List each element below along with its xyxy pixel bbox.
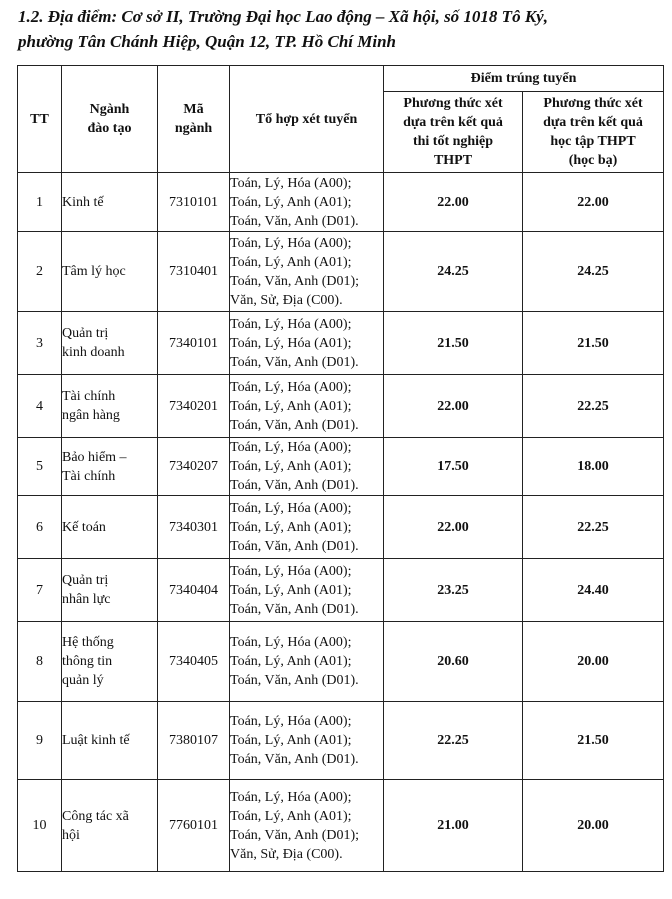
subject-combinations	[230, 780, 384, 872]
combination-line: Toán, Lý, Anh (A01);	[230, 654, 352, 669]
combination-line: Toán, Lý, Hóa (A00);	[230, 440, 352, 455]
combination-line: Toán, Lý, Anh (A01);	[230, 733, 352, 748]
major-name-line: kinh doanh	[62, 345, 125, 360]
subject-combinations	[230, 312, 384, 375]
combination-line: Toán, Lý, Hóa (A00);	[230, 714, 352, 729]
combination-line: Toán, Lý, Anh (A01);	[230, 459, 352, 474]
score-record: 22.00	[523, 173, 664, 232]
combination-line: Toán, Văn, Anh (D01).	[230, 601, 359, 617]
header-method-exam-line: Phương thức xét	[403, 96, 503, 111]
major-name-line: ngân hàng	[62, 408, 120, 423]
header-method-exam	[384, 92, 523, 173]
combination-line: Toán, Văn, Anh (D01).	[230, 354, 359, 370]
score-record: 20.00	[523, 622, 664, 702]
major-name-line: Tâm lý học	[62, 264, 126, 279]
combination-line: Toán, Văn, Anh (D01).	[230, 478, 359, 493]
admission-scores-table	[17, 65, 664, 872]
score-record: 20.00	[523, 780, 664, 872]
major-name	[62, 173, 158, 232]
major-name	[62, 559, 158, 622]
header-major-line: đào tạo	[87, 121, 132, 136]
subject-combinations	[230, 438, 384, 496]
table-row	[18, 622, 664, 702]
combination-line: Toán, Lý, Hóa (A00);	[230, 235, 352, 251]
header-method-record-line: dựa trên kết quả	[543, 115, 643, 130]
score-exam: 21.50	[384, 312, 523, 375]
subject-combinations	[230, 496, 384, 559]
major-code: 7760101	[158, 780, 230, 872]
table-row	[18, 312, 664, 375]
combination-line: Toán, Lý, Anh (A01);	[230, 398, 352, 414]
combination-line: Toán, Lý, Anh (A01);	[230, 519, 352, 535]
header-scores-group: Điểm trúng tuyển	[384, 66, 664, 92]
major-name	[62, 702, 158, 780]
score-record: 22.25	[523, 375, 664, 438]
subject-combinations	[230, 622, 384, 702]
major-name	[62, 438, 158, 496]
major-name-line: thông tin	[62, 654, 113, 669]
table-row	[18, 375, 664, 438]
major-name-line: Công tác xã	[62, 808, 129, 824]
major-name-line: hội	[62, 827, 80, 843]
major-name	[62, 622, 158, 702]
score-record: 24.40	[523, 559, 664, 622]
subject-combinations	[230, 702, 384, 780]
header-method-exam-line: THPT	[433, 153, 473, 168]
major-name	[62, 232, 158, 312]
table-row	[18, 232, 664, 312]
major-name-line: Quản trị	[62, 326, 109, 341]
row-number: 2	[18, 232, 62, 312]
combination-line: Toán, Văn, Anh (D01).	[230, 213, 359, 229]
header-code-line: Mã	[183, 102, 204, 117]
table-row	[18, 173, 664, 232]
major-code: 7380107	[158, 702, 230, 780]
combination-line: Toán, Lý, Hóa (A00);	[230, 500, 352, 516]
combination-line: Toán, Lý, Hóa (A01);	[230, 335, 352, 351]
major-code: 7310101	[158, 173, 230, 232]
row-number: 1	[18, 173, 62, 232]
header-method-record-line: (học bạ)	[568, 153, 618, 168]
combination-line: Toán, Lý, Anh (A01);	[230, 194, 352, 210]
major-name-line: Kinh tế	[62, 194, 104, 210]
score-record: 21.50	[523, 702, 664, 780]
heading-line-1: 1.2. Địa điểm: Cơ sở II, Trường Đại học Lao động – Xã hội, số 1018 Tô Ký,	[18, 7, 548, 26]
header-code-line: ngành	[174, 121, 213, 136]
major-name-line: nhân lực	[62, 592, 111, 607]
row-number: 9	[18, 702, 62, 780]
header-tt: TT	[18, 66, 62, 173]
score-exam: 22.25	[384, 702, 523, 780]
header-method-exam-line: thi tốt nghiệp	[412, 134, 494, 149]
row-number: 7	[18, 559, 62, 622]
combination-line: Toán, Văn, Anh (D01).	[230, 417, 359, 433]
combination-line: Toán, Lý, Hóa (A00);	[230, 563, 352, 579]
score-record: 21.50	[523, 312, 664, 375]
header-method-record	[523, 92, 664, 173]
subject-combinations	[230, 173, 384, 232]
table-row	[18, 438, 664, 496]
major-code: 7340207	[158, 438, 230, 496]
row-number: 8	[18, 622, 62, 702]
major-name-line: Tài chính	[62, 468, 116, 484]
table-row	[18, 780, 664, 872]
header-method-record-line: Phương thức xét	[543, 96, 643, 111]
major-code: 7340201	[158, 375, 230, 438]
major-code: 7310401	[158, 232, 230, 312]
combination-line: Toán, Văn, Anh (D01);	[230, 273, 360, 289]
section-heading	[18, 4, 666, 54]
score-exam: 20.60	[384, 622, 523, 702]
score-exam: 17.50	[384, 438, 523, 496]
major-name	[62, 780, 158, 872]
header-combos: Tổ hợp xét tuyển	[230, 66, 384, 173]
major-name-line: Bảo hiểm –	[62, 449, 127, 465]
subject-combinations	[230, 375, 384, 438]
table-row	[18, 702, 664, 780]
major-name	[62, 312, 158, 375]
table-body	[18, 173, 664, 872]
combination-line: Toán, Văn, Anh (D01).	[230, 538, 359, 554]
combination-line: Toán, Lý, Anh (A01);	[230, 254, 352, 270]
score-exam: 24.25	[384, 232, 523, 312]
combination-line: Văn, Sử, Địa (C00).	[230, 292, 343, 308]
header-method-record-line: học tập THPT	[550, 134, 636, 149]
combination-line: Toán, Văn, Anh (D01).	[230, 673, 359, 688]
major-name-line: Kế toán	[62, 519, 106, 535]
score-exam: 22.00	[384, 496, 523, 559]
major-name-line: quản lý	[62, 673, 104, 688]
combination-line: Toán, Lý, Anh (A01);	[230, 808, 352, 824]
table-row	[18, 559, 664, 622]
combination-line: Toán, Lý, Hóa (A00);	[230, 789, 352, 805]
combination-line: Toán, Văn, Anh (D01);	[230, 827, 360, 843]
row-number: 4	[18, 375, 62, 438]
score-exam: 22.00	[384, 375, 523, 438]
major-name-line: Luật kinh tế	[62, 733, 130, 748]
combination-line: Toán, Lý, Hóa (A00);	[230, 316, 352, 332]
combination-line: Toán, Văn, Anh (D01).	[230, 752, 359, 767]
combination-line: Toán, Lý, Hóa (A00);	[230, 379, 352, 395]
header-major-line: Ngành	[89, 102, 130, 117]
major-name-line: Tài chính	[62, 389, 116, 404]
major-code: 7340405	[158, 622, 230, 702]
heading-line-2: phường Tân Chánh Hiệp, Quận 12, TP. Hồ Chí Minh	[18, 32, 397, 51]
subject-combinations	[230, 559, 384, 622]
row-number: 3	[18, 312, 62, 375]
row-number: 10	[18, 780, 62, 872]
score-exam: 23.25	[384, 559, 523, 622]
major-code: 7340404	[158, 559, 230, 622]
major-name-line: Hệ thống	[62, 635, 114, 650]
row-number: 5	[18, 438, 62, 496]
score-exam: 21.00	[384, 780, 523, 872]
major-code: 7340101	[158, 312, 230, 375]
header-code	[158, 66, 230, 173]
score-record: 18.00	[523, 438, 664, 496]
major-name-line: Quản trị	[62, 573, 109, 588]
row-number: 6	[18, 496, 62, 559]
combination-line: Văn, Sử, Địa (C00).	[230, 846, 343, 862]
score-record: 22.25	[523, 496, 664, 559]
header-method-exam-line: dựa trên kết quả	[403, 115, 503, 130]
header-major	[62, 66, 158, 173]
major-name	[62, 375, 158, 438]
combination-line: Toán, Lý, Anh (A01);	[230, 582, 352, 598]
major-name	[62, 496, 158, 559]
combination-line: Toán, Lý, Hóa (A00);	[230, 175, 352, 191]
subject-combinations	[230, 232, 384, 312]
major-code: 7340301	[158, 496, 230, 559]
combination-line: Toán, Lý, Hóa (A00);	[230, 635, 352, 650]
score-record: 24.25	[523, 232, 664, 312]
score-exam: 22.00	[384, 173, 523, 232]
table-row	[18, 496, 664, 559]
